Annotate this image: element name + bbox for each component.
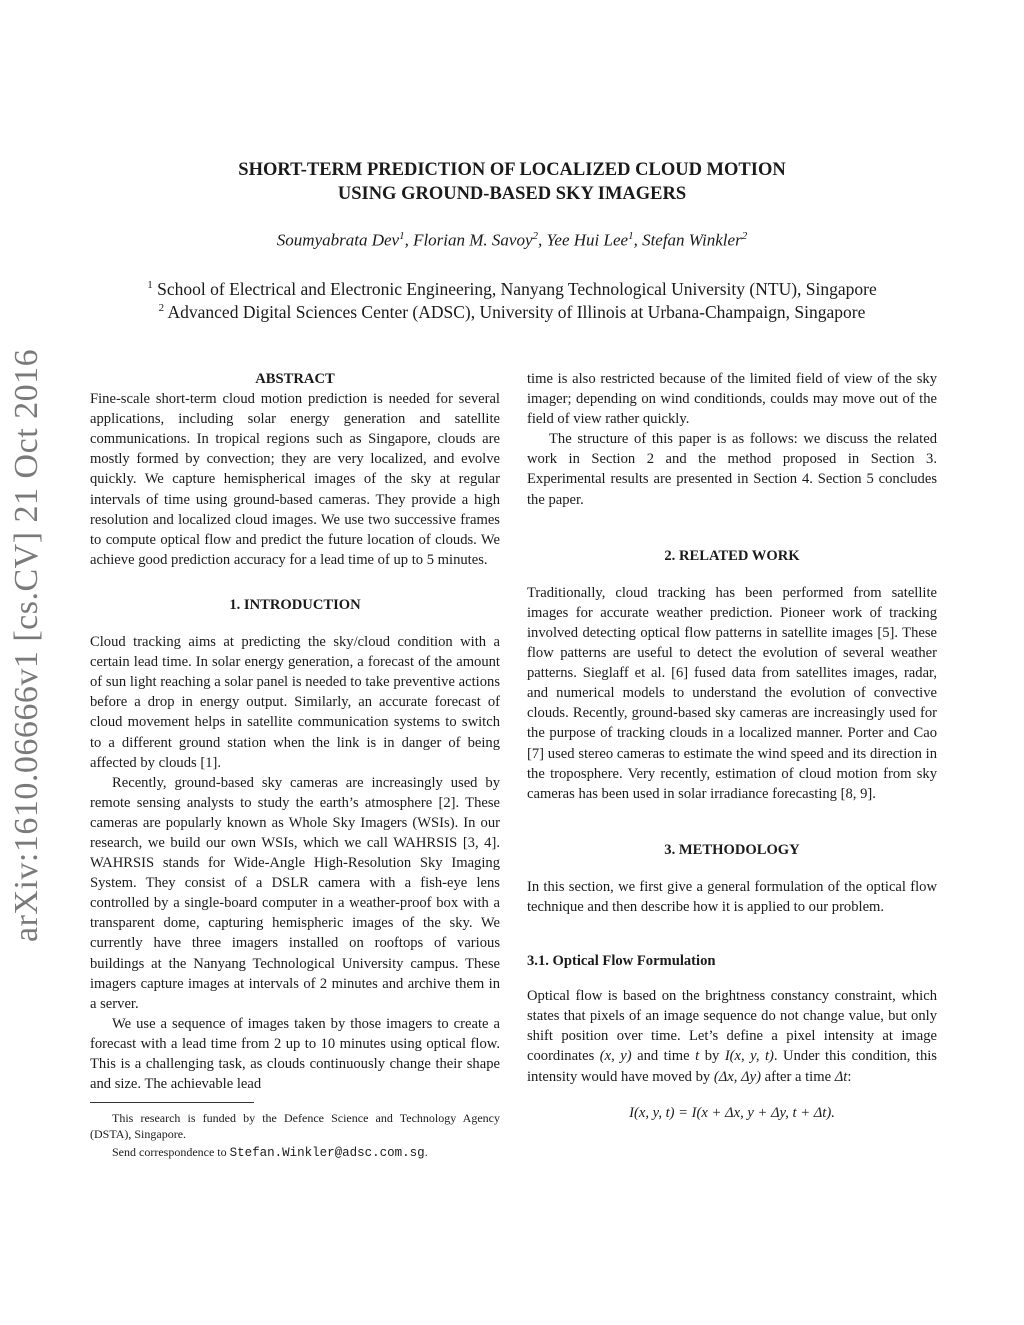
methodology-text: In this section, we first give a general formulation of the optical flow technique and then describe how it is applied to our problem.: [527, 878, 937, 915]
author-affiliation-mark: 2: [532, 230, 539, 242]
flow-text: after a time: [760, 1068, 835, 1085]
abstract-text: Fine-scale short-term cloud motion prediction is needed for several applications, including solar energy generation and satellite communications. In tropical regions such as Singapore, clouds are mostly formed by convection; they are very localized, and evolve quickly. We capture hemispherical images of the sky at regular intervals of time using ground-based cameras. They provide a high resolution and localized cloud images. We use two successive frames to compute optical flow and predict the future location of clouds. We achieve good prediction accuracy for a lead time of up to 5 minutes.: [90, 391, 500, 568]
author-name: Florian M. Savoy: [413, 230, 533, 250]
left-column: [90, 369, 500, 1161]
flow-text: . Under this condition, this intensity would have moved by: [527, 1048, 937, 1085]
math-intensity: I(x, y, t): [724, 1048, 774, 1065]
affiliation-1: [0, 279, 1024, 300]
math-xy: (x, y): [599, 1048, 632, 1065]
affiliation-2: [0, 302, 1024, 323]
math-t: t: [695, 1048, 700, 1065]
author-list: [0, 230, 1024, 251]
author-separator: ,: [404, 230, 414, 250]
author-affiliation-mark: 2: [741, 230, 748, 242]
footnote-contact-suffix: .: [424, 1145, 428, 1160]
intro-heading: 1. INTRODUCTION: [229, 596, 361, 613]
paper-title: [0, 158, 1024, 206]
email-link[interactable]: Stefan.Winkler@adsc.com.sg: [229, 1146, 425, 1161]
author-affiliation-mark: 1: [399, 230, 405, 242]
intro-paragraph-2: Recently, ground-based sky cameras are increasingly used by remote sensing analysts to study the earth’s atmosphere [2]. These cameras are popularly known as Whole Sky Imagers (WSIs). In our research, we build our own WSIs, which we call WAHRSIS [3, 4]. WAHRSIS stands for Wide-Angle High-Resolution Sky Imaging System. They consist of a DSLR camera with a fish-eye lens controlled by a single-board computer in a weather-proof box with a transparent dome, capturing hemispheric images of the sky. We currently have three imagers installed on rooftops of various buildings at the Nanyang Technological University campus. These imagers capture images at intervals of 2 minutes and archive them in a server.: [90, 774, 500, 1012]
brightness-constancy-equation: I(x, y, t) = I(x + Δx, y + Δy, t + Δt).: [629, 1104, 835, 1121]
math-delta-t: Δt: [834, 1068, 848, 1085]
author-affiliation-mark: 1: [628, 230, 634, 242]
author-name: Yee Hui Lee: [546, 230, 629, 250]
right-column: [527, 369, 937, 1123]
abstract-heading: ABSTRACT: [255, 371, 335, 387]
related-work-text: Traditionally, cloud tracking has been performed from satellite images for accurate weather prediction. Pioneer work of tracking involved detecting optical flow patterns in satellite images [5]. These flow patterns are useful to detect the evolution of several weather patterns. Sieglaff et al. [6] fused data from satellites images, radar, and numerical models to understand the evolution of convective clouds. Recently, ground-based sky cameras are increasingly used for the purpose of tracking clouds in a localized manner. Porter and Cao [7] used stereo cameras to estimate the wind speed and its direction in the troposphere. Very recently, estimation of cloud motion from sky cameras has been used in solar irradiance forecasting [8, 9].: [527, 584, 937, 802]
footnote-contact: [90, 1144, 500, 1161]
optical-flow-text: [527, 986, 937, 1086]
arxiv-watermark: arXiv:1610.06666v1 [cs.CV] 21 Oct 2016: [8, 348, 45, 942]
flow-text: Optical flow is based on the brightness constancy constraint, which states that pixels of an image sequence do not change value, but only shift position over time. Let’s define a pixel intensity at image coordinates: [527, 988, 937, 1065]
footnote-contact-prefix: Send correspondence to: [112, 1145, 230, 1160]
intro-continued: time is also restricted because of the limited field of view of the sky imager; depending on wind conditionds, coulds may move out of the field of view rather quickly.: [527, 371, 937, 428]
affiliation-number: 1: [147, 279, 153, 292]
optical-flow-subheading: 3.1. Optical Flow Formulation: [527, 953, 716, 970]
author-separator: ,: [538, 230, 547, 250]
flow-text: by: [699, 1048, 725, 1065]
affiliation-text: Advanced Digital Sciences Center (ADSC), University of Illinois at Urbana-Champaign, Singapore: [164, 302, 866, 322]
intro-paragraph-1: Cloud tracking aims at predicting the sky/cloud condition with a certain lead time. In solar energy generation, a forecast of the amount of sun light reaching a solar panel is needed to take preventive actions before a drop in energy output. Similarly, an accurate forecast of cloud movement helps in satellite communication systems to switch to a different ground station when the link is in danger of being affected by clouds [1].: [90, 634, 500, 771]
affiliation-text: School of Electrical and Electronic Engineering, Nanyang Technological University (NTU), Singapore: [152, 279, 877, 299]
math-displacement: (Δx, Δy): [713, 1068, 761, 1085]
intro-paragraph-3: We use a sequence of images taken by those imagers to create a forecast with a lead time from 2 up to 10 minutes using optical flow. This is a challenging task, as clouds continuously change their shape and size. The achievable lead: [90, 1015, 500, 1093]
author-separator: ,: [633, 230, 643, 250]
paper-structure-paragraph: The structure of this paper is as follows: we discuss the related work in Section 2 and the method proposed in Section 3. Experimental results are presented in Section 4. Section 5 concludes the paper.: [527, 431, 937, 508]
related-work-heading: 2. RELATED WORK: [664, 547, 800, 564]
title-line-1: SHORT-TERM PREDICTION OF LOCALIZED CLOUD MOTION: [238, 160, 786, 180]
footnote-rule: [90, 1102, 254, 1103]
footnote-funding: This research is funded by the Defence Science and Technology Agency (DSTA), Singapore.: [90, 1111, 500, 1142]
author-name: Stefan Winkler: [642, 230, 742, 250]
affiliation-number: 2: [158, 302, 165, 315]
author-name: Soumyabrata Dev: [276, 230, 400, 250]
title-line-2: USING GROUND-BASED SKY IMAGERS: [337, 184, 687, 204]
methodology-heading: 3. METHODOLOGY: [664, 841, 800, 858]
flow-text: :: [847, 1068, 852, 1085]
flow-text: and time: [631, 1048, 696, 1065]
